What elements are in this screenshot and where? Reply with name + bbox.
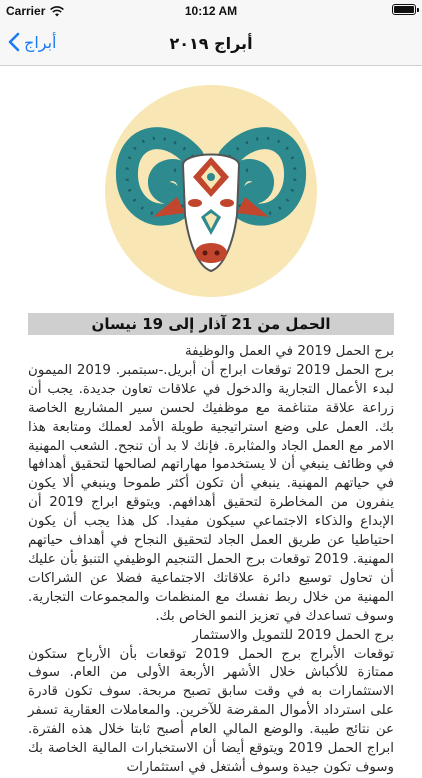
battery-fill — [394, 6, 414, 13]
content-scroll[interactable] — [0, 67, 422, 775]
navigation-bar — [0, 22, 422, 66]
date-range-banner: الحمل من 21 آذار إلى 19 نيسان — [28, 313, 394, 335]
aries-ram-illustration — [105, 85, 317, 297]
article-text — [28, 343, 394, 778]
article-paragraph: برج الحمل 2019 في العمل والوظيفة — [185, 344, 394, 359]
status-bar — [0, 0, 422, 22]
article-paragraph: برج الحمل 2019 توقعات ابراج أن أبريل.-سبتمبر. 2019 الميمون لبدء الأعمال التجارية والدخول في علاقات تعاون جديدة. يجب أن زراعة علاقة متناغمة مع موظفيك لحسن سير المشاريع الخاصة بك. العمل على وضع استراتيجية طويلة الأمد لعملك ومتابعة هذا الامر مع العمل الجاد والمثابرة. فإنك لا بد أن تنجح. الشعب المهنية في وظائف ينبغي أن لا يستخدموا مهاراتهم لصالحها لتحقيق أهدافها في حياتهم المهنية. ينبغي أن تكون أكثر طموحا وينبغي ألا يكون ينفرون من المخاطرة لتحقيق أهدافهم. ويتوقع ابراج 2019 أن الإبداع والذكاء الاجتماعي سيكون مفيدا. كل هذا يجب أن يكون احتياطيا عن طريق العمل الجاد لتحقيق النجاح في أهداف حياتهم المهنية. 2019 توقعات برج الحمل التنجيم الوظيفي التنبؤ بأن عليك أن تحاول توسيع دائرة علاقاتك الاجتماعية فضلا عن الشراكات المهنية من خلال ربط نفسك مع المنظمات والمجموعات التجارية. وسوف تساعدك في تعزيز النمو الخاص بك. — [28, 362, 394, 624]
battery-icon — [392, 4, 416, 15]
back-button-label: أبراج — [24, 32, 57, 52]
status-time: 10:12 AM — [184, 4, 238, 18]
carrier-label: Carrier — [6, 4, 46, 18]
article-paragraph: توقعات الأبراج برج الحمل 2019 توقعات بأن الأرباح ستكون ممتازة للأكباش خلال الأشهر الأربعة الأولى من العام. سوف الاستثمارات به في وقت سابق تصبح مربحة. سوف تكون قادرة على استرداد الأموال المقرضة للآخرين. والمعاملات العقارية تسفر عن نتائج طيبة. والوضع المالي العام أصبح ثابتا خلال هذه الفترة. ابراج الحمل 2019 ويتوقع أيضا أن الاستخبارات المالية الخاصة بك وسوف تكون جيدة وسوف أشتغل في استثمارات — [28, 646, 395, 775]
status-right — [392, 4, 416, 15]
article-paragraph: برج الحمل 2019 للتمويل والاستثمار — [192, 627, 394, 643]
page-title: أبراج ٢٠١٩ — [169, 34, 253, 53]
